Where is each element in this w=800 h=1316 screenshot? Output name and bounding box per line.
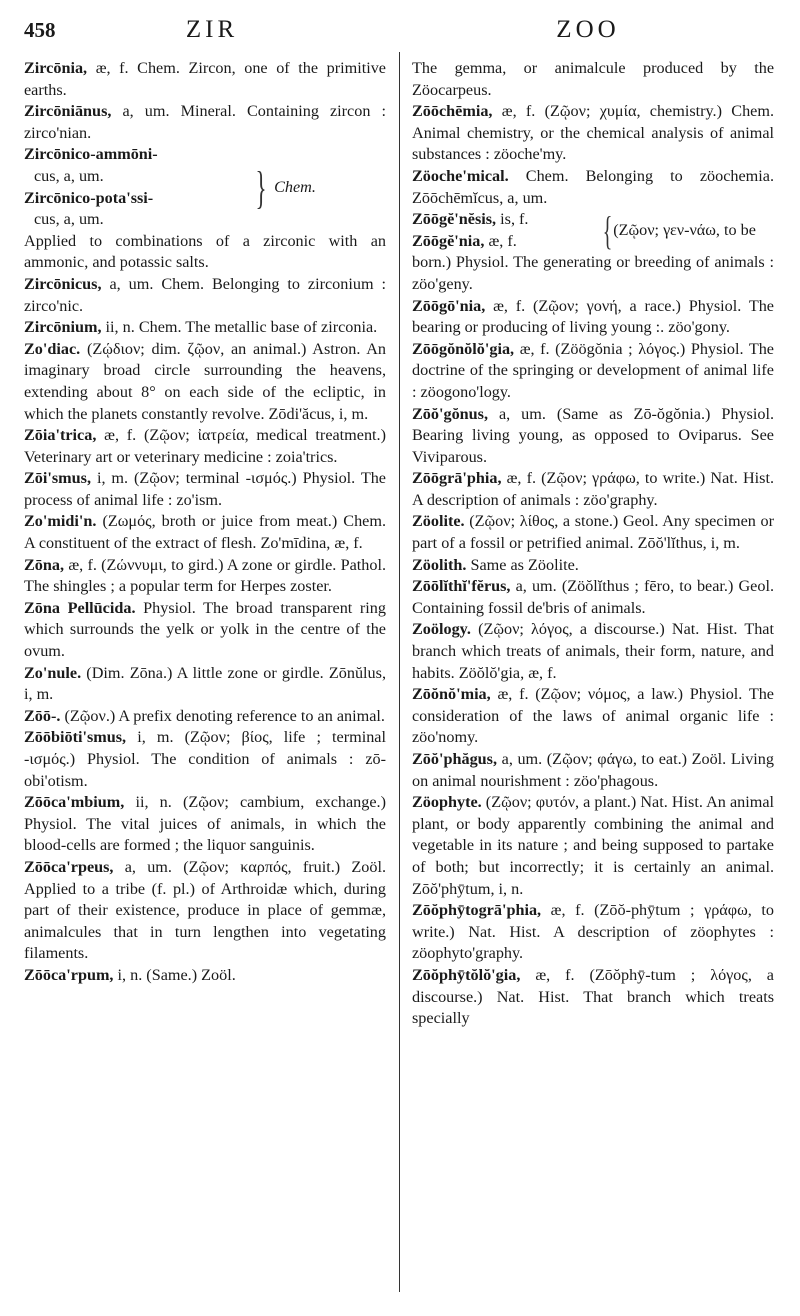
headword: Zōŏnŏ'mia, [412, 685, 491, 704]
dictionary-entry [24, 339, 386, 425]
left-running-title: ZIR [185, 16, 239, 43]
entry-text: i, m. (Ζῷον; βίος, life ; terminal -ισμός.) Physiol. The condition of animals : zō-obi'otism. [24, 728, 386, 790]
headword: Zöophyte. [412, 793, 482, 812]
headword: Zōōlĭthĭ'fĕrus, [412, 577, 511, 596]
dictionary-entry [24, 663, 386, 706]
dictionary-entry [412, 792, 774, 900]
dictionary-entry [24, 58, 386, 101]
entry-text: æ, f. (Ζῷον; χυμία, chemistry.) Chem. Animal chemistry, or the chemical analysis of animal substances : zöoche'my. [412, 102, 774, 164]
dictionary-entry [412, 404, 774, 469]
headword: Zōōchēmia, [412, 102, 493, 121]
dictionary-entry [412, 749, 774, 792]
entry-text: Physiol. The broad transparent ring which surrounds the yelk or yolk in the centre of the ovum. [24, 598, 386, 661]
headword: Zōōbiōti'smus, [24, 728, 127, 747]
dictionary-entry [412, 58, 774, 101]
headword: Zircōnico-pota'ssi- [24, 188, 154, 207]
entry-text: æ, f. (Ζώννυμι, to gird.) A zone or girdle. Pathol. The shingles ; a popular term for Herpes zoster. [24, 555, 386, 596]
dictionary-entry [24, 727, 386, 792]
headword: Zōō-. [24, 706, 61, 725]
dictionary-entry [24, 425, 386, 468]
entry-text: i, n. (Same.) Zoöl. [113, 965, 236, 984]
dictionary-entry [412, 166, 774, 209]
dictionary-entry: born.) Physiol. The generating or breeding of animals : zöo'geny. [412, 253, 774, 293]
headword: Zoölogy. [412, 620, 471, 639]
brace-line [24, 166, 254, 188]
entry-text: æ, f. (Zōŏ-phȳtum ; γράφω, to write.) Nat. Hist. A description of zöophytes : zöophyto'graphy. [412, 901, 774, 963]
dictionary-entry [412, 555, 774, 577]
brace-lines [24, 144, 254, 230]
dictionary-entry [24, 706, 386, 728]
headword: Zo'midi'n. [24, 512, 97, 531]
dictionary-entry [24, 792, 386, 857]
entry-text: is, f. [496, 210, 529, 229]
brace-label: Chem. [274, 177, 316, 196]
dictionary-entry [412, 684, 774, 749]
headword: Zircōnico-ammōni- [24, 145, 158, 164]
headword: Zöolith. [412, 555, 467, 574]
headword: Zōōgĕ'nia, [412, 231, 485, 250]
headword: Zōōca'mbium, [24, 793, 125, 812]
headword: Zōŏphȳtŏlŏ'gia, [412, 965, 521, 984]
headword: Zōōgrā'phia, [412, 469, 502, 488]
brace-glyph: } [255, 161, 267, 213]
dictionary-entry [24, 598, 386, 663]
entry-text: æ, f. (Ζῷον; γονή, a race.) Physiol. The bearing or producing of living young :. zöo'gony. [412, 296, 774, 337]
dictionary-entry [24, 511, 386, 554]
dictionary-entry [412, 619, 774, 684]
entry-text: æ, f. Chem. Zircon, one of the primitive earths. [24, 59, 386, 99]
entry-text: a, um. Mineral. Containing zircon : zirco'nian. [24, 102, 386, 142]
right-running-title: ZOO [556, 16, 620, 43]
dictionary-entry [24, 468, 386, 511]
headword: Zöolite. [412, 512, 465, 531]
entry-text: a, um. (Same as Zō-ŏgŏnia.) Physiol. Bearing living young, as opposed to Oviparus. See Viviparous. [412, 404, 774, 466]
headword: Zōi'smus, [24, 469, 92, 488]
brace-line [412, 209, 602, 231]
headword: Zircōnia, [24, 59, 88, 77]
entry-text: a, um. (Zöŏlĭthus ; fēro, to bear.) Geol. Containing fossil de'bris of animals. [412, 577, 774, 617]
entry-text: (Ζῷον.) A prefix denoting reference to an animal. [60, 706, 385, 725]
entry-text: Chem. Belonging to zöochemia. Zōōchēmĭcus, a, um. [412, 166, 774, 207]
dictionary-entry [412, 900, 774, 965]
dictionary-entry [24, 274, 386, 317]
headword: Zo'nule. [24, 663, 82, 682]
entry-text: æ, f. (Ζῷον; ἰατρεία, medical treatment.) Veterinary art or veterinary medicine : zoia'trics. [24, 426, 386, 466]
dictionary-entry [24, 317, 386, 339]
entry-text: i, m. (Ζῷον; terminal -ισμός.) Physiol. The process of animal life : zo'ism. [24, 469, 386, 509]
brace-line [24, 144, 254, 166]
headword: Zōŏphȳtogrā'phia, [412, 901, 542, 920]
headword: Zōna, [24, 555, 65, 574]
dictionary-entry [412, 339, 774, 404]
brace-group [412, 209, 774, 252]
left-column [24, 58, 386, 987]
brace-lines [412, 209, 602, 252]
entry-text: ii, n. (Ζῷον; cambium, exchange.) Physiol. The vital juices of animals, in which the blood-cells are formed ; the liquor sanguinis. [24, 793, 386, 855]
dictionary-entry [412, 468, 774, 511]
entry-text: The gemma, or animalcule produced by the Zöocarpeus. [412, 59, 774, 99]
headword: Zōŏ'phăgus, [412, 750, 498, 768]
entry-text: Same as Zöolite. [466, 555, 579, 574]
entry-text: æ, f. (Ζῷον; νόμος, a law.) Physiol. The consideration of the laws of animal organic life : zöo'nomy. [412, 685, 774, 747]
headword: Zöoche'mical. [412, 166, 509, 185]
entry-text: a, um. (Ζῷον; φάγω, to eat.) Zoöl. Living on animal nourishment : zöo'phagous. [412, 750, 774, 790]
brace-line [412, 231, 602, 253]
entry-text: æ, f. (Zöögŏnia ; λόγος.) Physiol. The doctrine of the springing or development of animal life : zöogono'logy. [412, 339, 774, 401]
page-number: 458 [24, 18, 56, 42]
dictionary-entry [24, 857, 386, 965]
brace-line [24, 209, 254, 231]
headword: Zōōgŏnŏlŏ'gia, [412, 339, 515, 358]
headword: Zōŏ'gŏnus, [412, 404, 489, 423]
entry-text: (Ζωμός, broth or juice from meat.) Chem. A constituent of the extract of flesh. Zo'mīdina, æ, f. [24, 512, 386, 553]
dictionary-entry [412, 101, 774, 166]
brace-glyph: { [602, 207, 613, 253]
entry-text: (Dim. Zōna.) A little zone or girdle. Zōnŭlus, i, m. [24, 663, 386, 704]
dictionary-entry [412, 511, 774, 554]
dictionary-entry [24, 101, 386, 144]
entry-text: ii, n. Chem. The metallic base of zirconia. [101, 318, 378, 337]
column-divider [399, 52, 400, 1292]
entry-text: æ, f. (Ζῷον; γράφω, to write.) Nat. Hist. A description of animals : zöo'graphy. [412, 469, 774, 509]
headword: Zircōnicus, [24, 274, 102, 293]
brace-group [24, 144, 386, 230]
entry-text: cus, a, um. [34, 166, 104, 185]
entry-text: æ, f. (Zōŏphȳ-tum ; λόγος, a discourse.) Nat. Hist. That branch which treats specially [412, 965, 774, 1028]
entry-text: a, um. (Ζῷον; καρπός, fruit.) Zoöl. Applied to a tribe (f. pl.) of Arthroidæ which, during part of their existence, produce in place of gemmæ, animalcules that in turn lengthen into vegetating filaments. [24, 857, 386, 963]
page-header [24, 16, 776, 52]
dictionary-entry [412, 296, 774, 339]
dictionary-entry [412, 576, 774, 619]
headword: Zircōnium, [24, 318, 102, 337]
entry-text: æ, f. [484, 231, 517, 250]
headword: Zōōca'rpum, [24, 965, 114, 984]
headword: Zo'diac. [24, 339, 81, 358]
headword: Zōōgĕ'nĕsis, [412, 210, 497, 229]
dictionary-entry: Applied to combinations of a zirconic with an ammonic, and potassic salts. [24, 231, 386, 272]
dictionary-entry [24, 555, 386, 598]
brace-text: (Ζῷον; γεν-νάω, to be [613, 220, 756, 239]
right-column [412, 58, 774, 1030]
entry-text: (Ζῷον; λίθος, a stone.) Geol. Any specimen or part of a fossil or petrified animal. Zōŏ'lĭthus, i, m. [412, 512, 774, 553]
headword: Zircōniānus, [24, 102, 112, 121]
entry-text: cus, a, um. [34, 210, 104, 229]
entry-text: (Ζῴδιον; dim. ζῷον, an animal.) Astron. An imaginary broad circle surrounding the heavens, extending about 8° on each side of the ecliptic, in which the planets constantly revolve. Zōdi'ăcus, i, m. [24, 339, 386, 423]
entry-text: (Ζῷον; φυτόν, a plant.) Nat. Hist. An animal plant, or body apparently combining the animal and vegetable in its nature ; and being supposed to partake of both; but incorrectly; it is certainly an animal. Zōŏ'phȳtum, i, n. [412, 793, 774, 898]
headword: Zōna Pellūcida. [24, 598, 136, 617]
headword: Zōōca'rpeus, [24, 857, 114, 876]
entry-text: a, um. Chem. Belonging to zirconium : zirco'nic. [24, 274, 386, 315]
brace-line [24, 188, 254, 210]
headword: Zōōgō'nia, [412, 296, 486, 315]
entry-text: (Ζῷον; λόγος, a discourse.) Nat. Hist. That branch which treats of animals, their form, nature, and habits. Zöŏlŏ'gia, æ, f. [412, 620, 774, 682]
dictionary-entry [412, 965, 774, 1030]
headword: Zōia'trica, [24, 426, 97, 445]
dictionary-entry [24, 965, 386, 987]
